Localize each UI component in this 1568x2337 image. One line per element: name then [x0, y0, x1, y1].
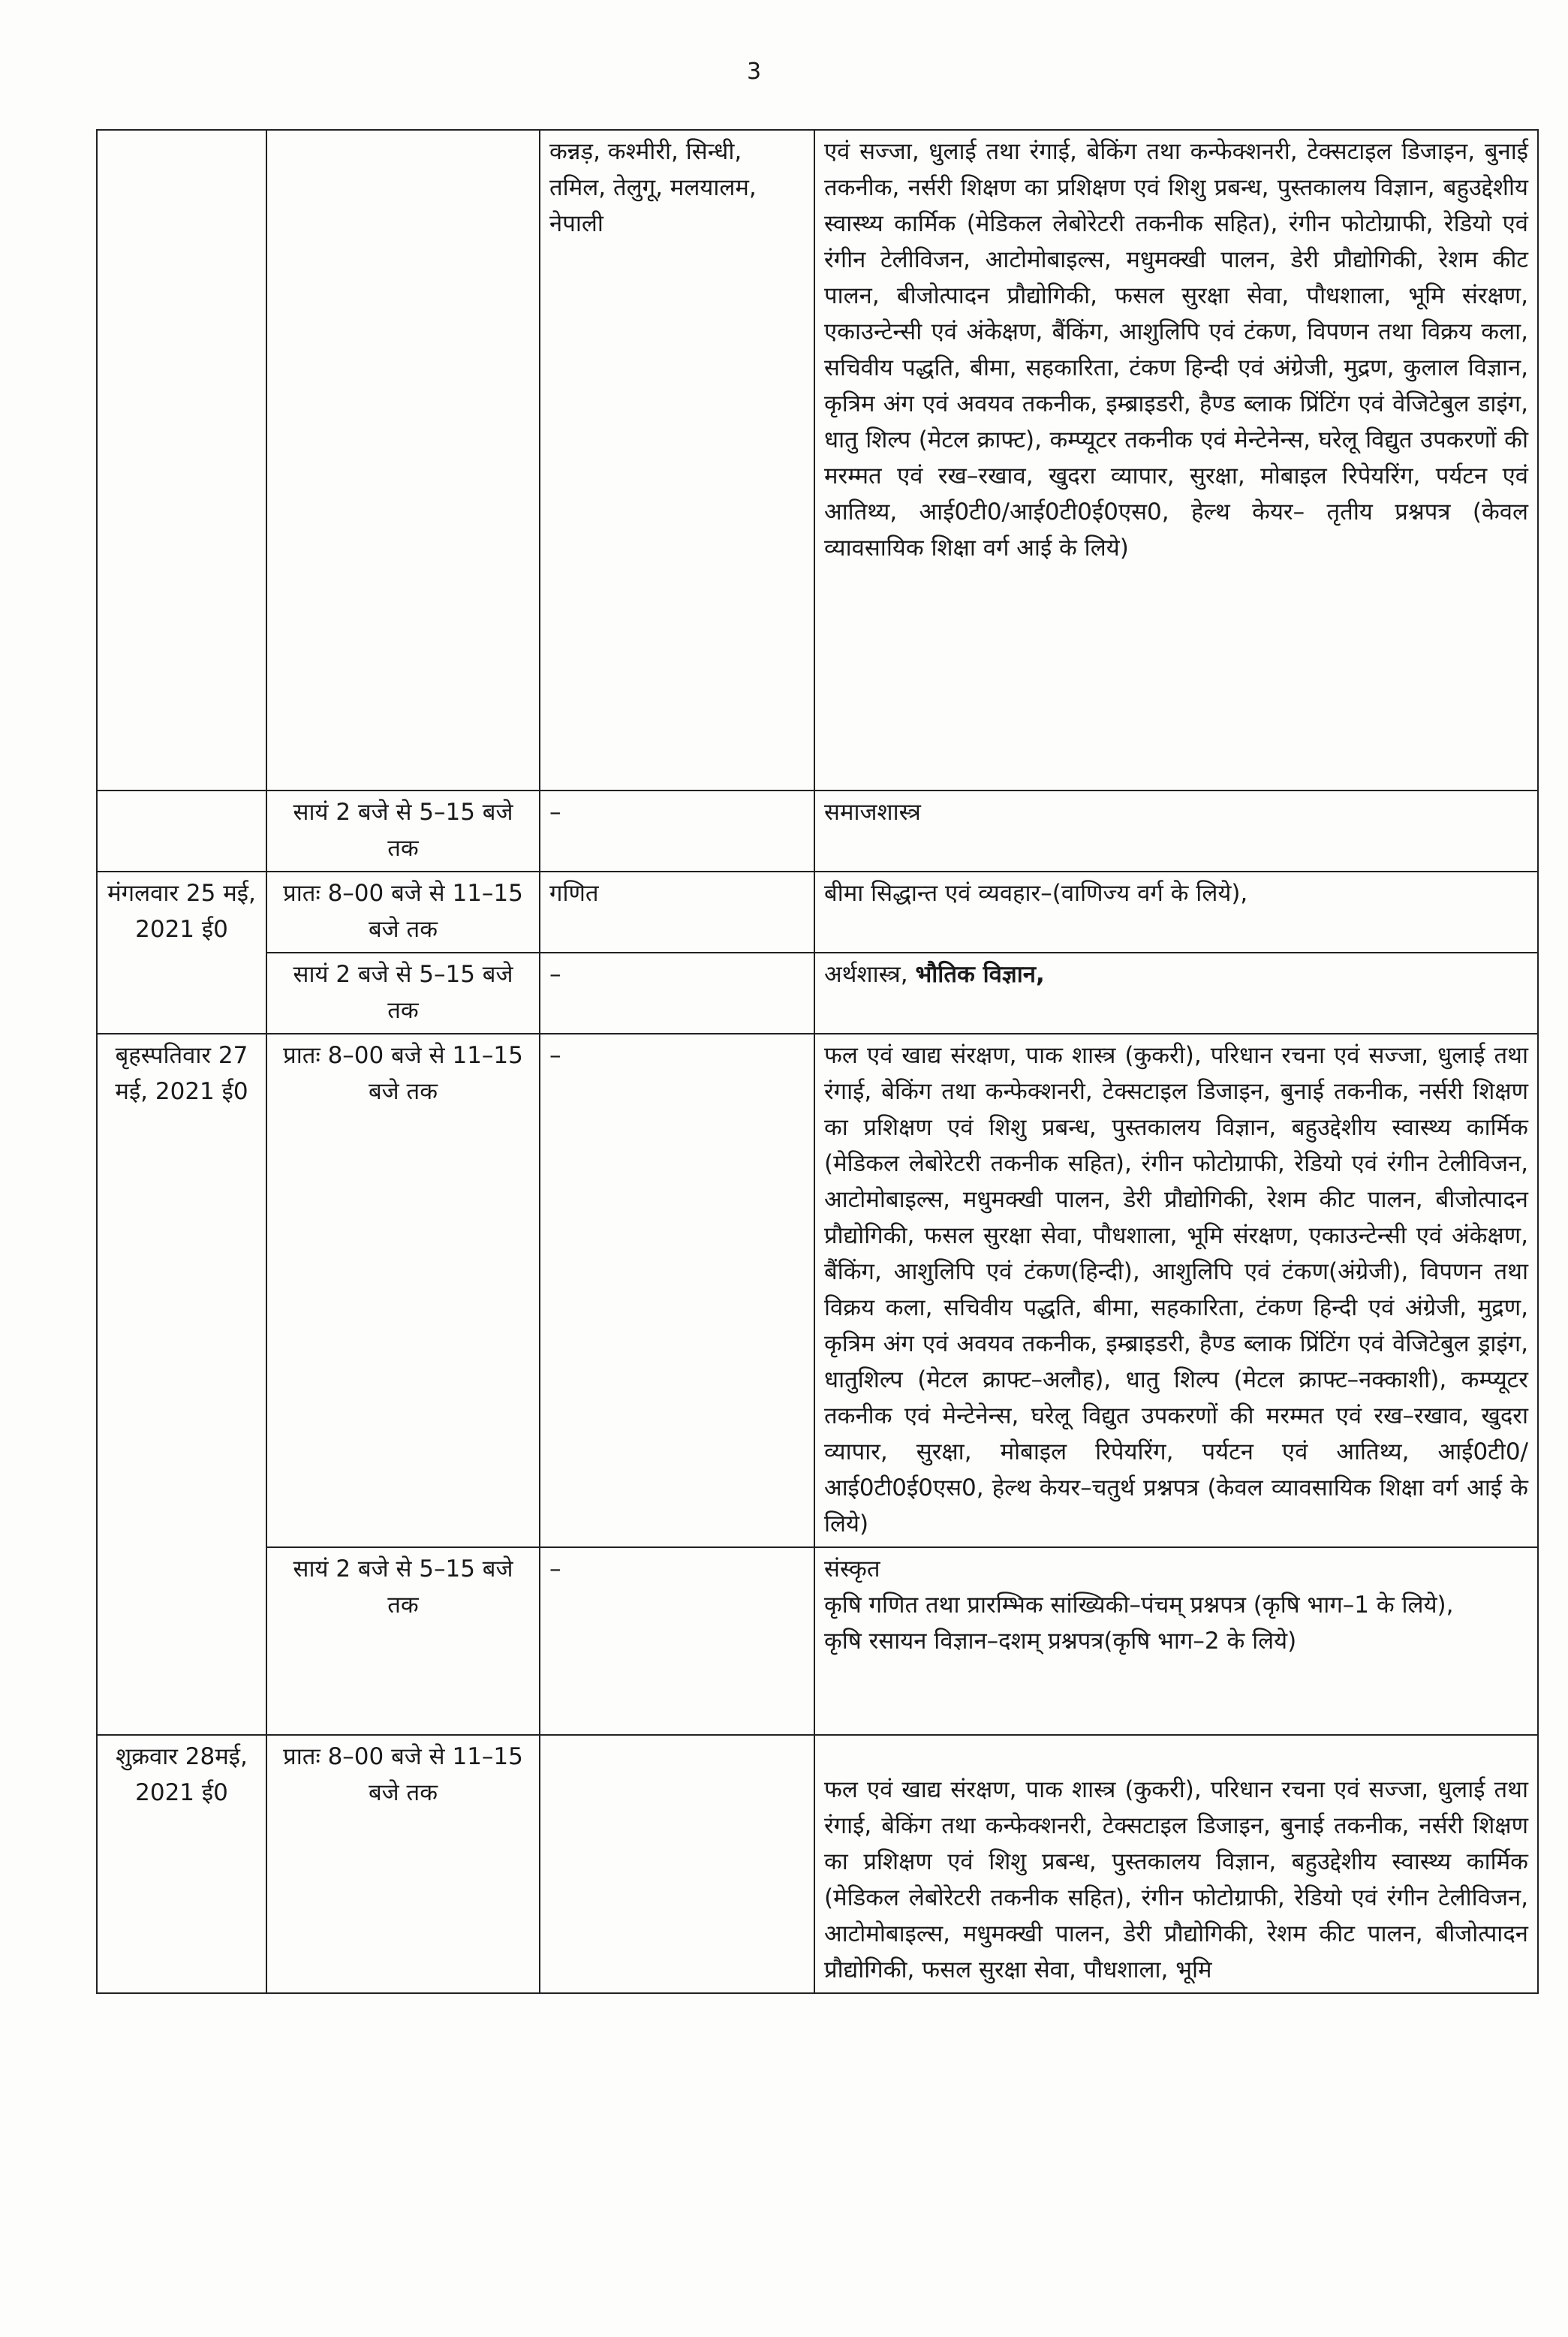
- exam-schedule-table: [96, 129, 1539, 1994]
- time-cell: सायं 2 बजे से 5–15 बजे तक: [266, 791, 540, 872]
- time-cell: प्रातः 8–00 बजे से 11–15 बजे तक: [266, 872, 540, 953]
- subject-b-cell: बीमा सिद्धान्त एवं व्यवहार–(वाणिज्य वर्ग के लिये),: [814, 872, 1538, 953]
- table-row: [97, 872, 1538, 953]
- subject-a-cell: –: [540, 1034, 814, 1547]
- table-row: [97, 1034, 1538, 1547]
- day-cell-empty: [97, 791, 266, 872]
- table-row: [97, 791, 1538, 872]
- subject-b-cell: समाजशास्त्र: [814, 791, 1538, 872]
- subject-a-cell: कन्नड़, कश्मीरी, सिन्धी, तमिल, तेलुगू, मलयालम, नेपाली: [540, 130, 814, 791]
- page-number: 3: [746, 59, 762, 85]
- subject-a-cell: –: [540, 953, 814, 1034]
- subject-b-cell: फल एवं खाद्य संरक्षण, पाक शास्त्र (कुकरी), परिधान रचना एवं सज्जा, धुलाई तथा रंगाई, बेकिंग तथा कन्फेक्शनरी, टेक्सटाइल डिजाइन, बुनाई तकनीक, नर्सरी शिक्षण का प्रशिक्षण एवं शिशु प्रबन्ध, पुस्तकालय विज्ञान, बहुउद्देशीय स्वास्थ्य कार्मिक (मेडिकल लेबोरेटरी तकनीक सहित), रंगीन फोटोग्राफी, रेडियो एवं रंगीन टेलीविजन, आटोमोबाइल्स, मधुमक्खी पालन, डेरी प्रौद्योगिकी, रेशम कीट पालन, बीजोत्पादन प्रौद्योगिकी, फसल सुरक्षा सेवा, पौधशाला, भूमि: [814, 1735, 1538, 1993]
- day-cell: [97, 130, 266, 791]
- time-cell: सायं 2 बजे से 5–15 बजे तक: [266, 953, 540, 1034]
- time-cell: प्रातः 8–00 बजे से 11–15 बजे तक: [266, 1735, 540, 1993]
- subject-b-plain: अर्थशास्त्र,: [824, 961, 916, 988]
- time-cell: प्रातः 8–00 बजे से 11–15 बजे तक: [266, 1034, 540, 1547]
- subject-b-cell: [814, 953, 1538, 1034]
- time-cell: सायं 2 बजे से 5–15 बजे तक: [266, 1547, 540, 1735]
- subject-a-cell: गणित: [540, 872, 814, 953]
- table-row: [97, 130, 1538, 791]
- subject-a-cell: –: [540, 791, 814, 872]
- day-cell: बृहस्पतिवार 27 मई, 2021 ई0: [97, 1034, 266, 1735]
- table-row: [97, 1547, 1538, 1735]
- subject-b-cell: फल एवं खाद्य संरक्षण, पाक शास्त्र (कुकरी), परिधान रचना एवं सज्जा, धुलाई तथा रंगाई, बेकिंग तथा कन्फेक्शनरी, टेक्सटाइल डिजाइन, बुनाई तकनीक, नर्सरी शिक्षण का प्रशिक्षण एवं शिशु प्रबन्ध, पुस्तकालय विज्ञान, बहुउद्देशीय स्वास्थ्य कार्मिक (मेडिकल लेबोरेटरी तकनीक सहित), रंगीन फोटोग्राफी, रेडियो एवं रंगीन टेलीविजन, आटोमोबाइल्स, मधुमक्खी पालन, डेरी प्रौद्योगिकी, रेशम कीट पालन, बीजोत्पादन प्रौद्योगिकी, फसल सुरक्षा सेवा, पौधशाला, भूमि संरक्षण, एकाउन्टेन्सी एवं अंकेक्षण, बैंकिंग, आशुलिपि एवं टंकण(हिन्दी), आशुलिपि एवं टंकण(अंग्रेजी), विपणन तथा विक्रय कला, सचिवीय पद्धति, बीमा, सहकारिता, टंकण हिन्दी एवं अंग्रेजी, मुद्रण, कृत्रिम अंग एवं अवयव तकनीक, इम्ब्राइडरी, हैण्ड ब्लाक प्रिंटिंग एवं वेजिटेबुल ड्राइंग, धातुशिल्प (मेटल क्राफ्ट–अलौह), धातु शिल्प (मेटल क्राफ्ट–नक्काशी), कम्प्यूटर तकनीक एवं मेन्टेनेन्स, घरेलू विद्युत उपकरणों की मरम्मत एवं रख–रखाव, खुदरा व्यापार, सुरक्षा, मोबाइल रिपेयरिंग, पर्यटन एवं आतिथ्य, आई0टी0/ आई0टी0ई0एस0, हेल्थ केयर–चतुर्थ प्रश्नपत्र (केवल व्यावसायिक शिक्षा वर्ग आई के लिये): [814, 1034, 1538, 1547]
- subject-b-bold: भौतिक विज्ञान,: [915, 961, 1045, 988]
- subject-a-cell: [540, 1735, 814, 1993]
- subject-b-cell: एवं सज्जा, धुलाई तथा रंगाई, बेकिंग तथा कन्फेक्शनरी, टेक्सटाइल डिजाइन, बुनाई तकनीक, नर्सरी शिक्षण का प्रशिक्षण एवं शिशु प्रबन्ध, पुस्तकालय विज्ञान, बहुउद्देशीय स्वास्थ्य कार्मिक (मेडिकल लेबोरेटरी तकनीक सहित), रंगीन फोटोग्राफी, रेडियो एवं रंगीन टेलीविजन, आटोमोबाइल्स, मधुमक्खी पालन, डेरी प्रौद्योगिकी, रेशम कीट पालन, बीजोत्पादन प्रौद्योगिकी, फसल सुरक्षा सेवा, पौधशाला, भूमि संरक्षण, एकाउन्टेन्सी एवं अंकेक्षण, बैंकिंग, आशुलिपि एवं टंकण, विपणन तथा विक्रय कला, सचिवीय पद्धति, बीमा, सहकारिता, टंकण हिन्दी एवं अंग्रेजी, मुद्रण, कुलाल विज्ञान, कृत्रिम अंग एवं अवयव तकनीक, इम्ब्राइडरी, हैण्ड ब्लाक प्रिंटिंग एवं वेजिटेबुल डाइंग, धातु शिल्प (मेटल क्राफ्ट), कम्प्यूटर तकनीक एवं मेन्टेनेन्स, घरेलू विद्युत उपकरणों की मरम्मत एवं रख–रखाव, खुदरा व्यापार, सुरक्षा, मोबाइल रिपेयरिंग, पर्यटन एवं आतिथ्य, आई0टी0/आई0टी0ई0एस0, हेल्थ केयर– तृतीय प्रश्नपत्र (केवल व्यावसायिक शिक्षा वर्ग आई के लिये): [814, 130, 1538, 791]
- subject-b-cell: संस्कृत कृषि गणित तथा प्रारम्भिक सांख्यिकी–पंचम् प्रश्नपत्र (कृषि भाग–1 के लिये), कृषि रसायन विज्ञान–दशम् प्रश्नपत्र(कृषि भाग–2 के लिये): [814, 1547, 1538, 1735]
- table-row: [97, 953, 1538, 1034]
- day-cell: मंगलवार 25 मई, 2021 ई0: [97, 872, 266, 1034]
- day-cell: शुक्रवार 28मई, 2021 ई0: [97, 1735, 266, 1993]
- subject-a-cell: –: [540, 1547, 814, 1735]
- time-cell: [266, 130, 540, 791]
- table-row: [97, 1735, 1538, 1993]
